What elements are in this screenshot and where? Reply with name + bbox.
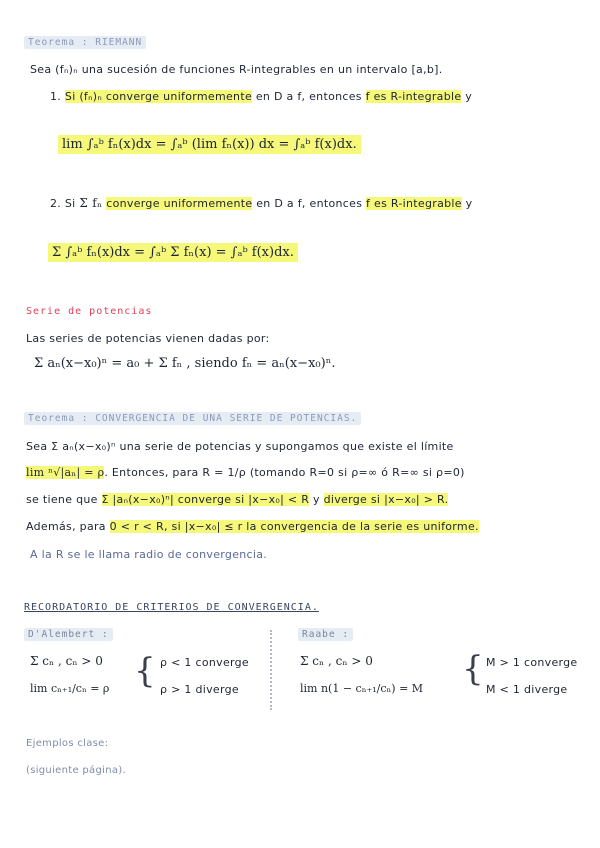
- convergence-title: Teorema : CONVERGENCIA DE UNA SERIE DE POTENCIAS.: [24, 412, 361, 425]
- series-equation: Σ aₙ(x−x₀)ⁿ = a₀ + Σ fₙ , siendo fₙ = aₙ(x−x₀)ⁿ.: [34, 356, 336, 371]
- convergence-line-2-rest: . Entonces, para R = 1/ρ (tomando R=0 si ρ=∞ ó R=∞ si ρ=0): [104, 466, 465, 479]
- riemann-title: Teorema : RIEMANN: [24, 36, 146, 49]
- convergence-line-2: [26, 466, 465, 479]
- line3-start: se tiene que: [26, 493, 98, 506]
- riemann-equation-1: lim ∫ₐᵇ fₙ(x)dx = ∫ₐᵇ (lim fₙ(x)) dx = ∫ₐᵇ f(x)dx.: [58, 135, 361, 154]
- item1-condition: Si (fₙ)ₙ converge uniformemente: [64, 90, 253, 103]
- raabe-brace: {: [462, 649, 484, 689]
- item2-middle: en D a f, entonces: [256, 197, 363, 210]
- line3-and: y: [313, 493, 320, 506]
- line3-converge: Σ |aₙ(x−x₀)ⁿ| converge si |x−x₀| < R: [101, 493, 310, 506]
- raabe-sum: Σ cₙ , cₙ > 0: [300, 654, 373, 668]
- riemann-intro: Sea (fₙ)ₙ una sucesión de funciones R-integrables en un intervalo [a,b].: [30, 63, 443, 76]
- line3-diverge: diverge si |x−x₀| > R.: [323, 493, 449, 506]
- riemann-item2: [50, 196, 472, 210]
- criteria-title: RECORDATORIO DE CRITERIOS DE CONVERGENCIA.: [24, 602, 319, 613]
- item1-middle: en D a f, entonces: [255, 90, 362, 103]
- series-intro: Las series de potencias vienen dadas por:: [26, 332, 270, 345]
- dalembert-name: D'Alembert :: [24, 628, 113, 641]
- riemann-equation-2: Σ ∫ₐᵇ fₙ(x)dx = ∫ₐᵇ Σ fₙ(x) = ∫ₐᵇ f(x)dx.: [48, 243, 298, 262]
- convergence-line-1: Sea Σ aₙ(x−x₀)ⁿ una serie de potencias y supongamos que existe el límite: [26, 440, 454, 453]
- radius-definition: A la R se le llama radio de convergencia.: [30, 548, 268, 561]
- item1-conclusion: f es R-integrable: [365, 90, 462, 103]
- item2-and: y: [465, 197, 473, 210]
- raabe-name: Raabe :: [298, 628, 353, 641]
- item1-number: 1.: [50, 90, 62, 103]
- dalembert-sum: Σ cₙ , cₙ > 0: [30, 654, 103, 668]
- convergence-line-3: [26, 493, 448, 506]
- dalembert-brace: {: [134, 651, 156, 691]
- convergence-line-4: [26, 520, 479, 533]
- item1-and: y: [465, 90, 473, 103]
- line4-start: Además, para: [26, 520, 106, 533]
- item2-number: 2. Si: [50, 197, 76, 210]
- raabe-case-2: M < 1 diverge: [486, 683, 568, 696]
- limit-root: lim ⁿ√|aₙ| = ρ: [26, 466, 105, 479]
- line4-uniform: 0 < r < R, si |x−x₀| ≤ r la convergencia de la serie es uniforme.: [109, 520, 479, 533]
- dalembert-case-2: ρ > 1 diverge: [160, 683, 239, 696]
- raabe-limit: lim n(1 − cₙ₊₁/cₙ) = M: [300, 682, 424, 695]
- next-page-note: (siguiente página).: [26, 765, 126, 776]
- examples-label: Ejemplos clase:: [26, 738, 109, 749]
- criteria-divider: [270, 630, 272, 710]
- item2-conclusion: f es R-integrable: [366, 197, 462, 210]
- dalembert-case-1: ρ < 1 converge: [160, 656, 249, 669]
- series-title: Serie de potencias: [26, 306, 153, 317]
- item2-sum: Σ fₙ: [79, 196, 103, 210]
- item2-condition: converge uniformemente: [106, 197, 253, 210]
- dalembert-limit: lim cₙ₊₁/cₙ = ρ: [30, 682, 110, 695]
- raabe-case-1: M > 1 converge: [486, 656, 578, 669]
- riemann-item1: [50, 90, 472, 103]
